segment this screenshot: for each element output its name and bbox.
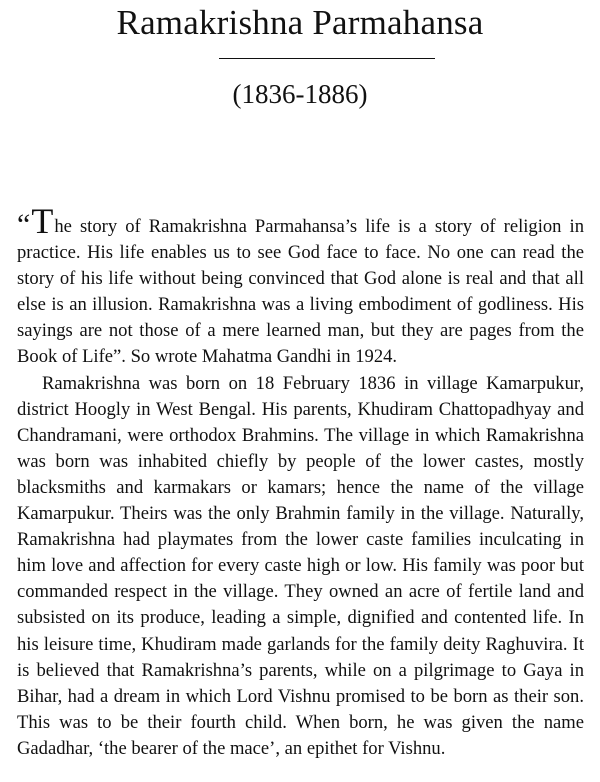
opening-quote: “ bbox=[17, 208, 31, 241]
title-divider bbox=[219, 58, 435, 59]
paragraph-1-text: he story of Ramakrishna Parmahansa’s life is a story of religion in practice. His life enables us to see God face to face. No one can read the story of his life without being convinced that God alone is real and that all else is an illusion. Ramakrishna was a living embodiment of godliness. His sayings are not those of a mere learned man, but they are pages from the Book of Life”. So wrote Mahatma Gandhi in 1924. bbox=[17, 216, 584, 368]
drop-cap: T bbox=[31, 201, 54, 241]
life-years: (1836-1886) bbox=[232, 79, 368, 109]
paragraph-1 bbox=[17, 201, 584, 371]
body-text bbox=[17, 201, 584, 762]
paragraph-2: Ramakrishna was born on 18 February 1836 in village Kamarpukur, district Hoogly in West Bengal. His parents, Khudiram Chattopadhyay and Chandramani, were orthodox Brahmins. The village in which Ramakrishna was born was inhabited chiefly by people of the lower castes, mostly blacksmiths and karmakars or kamars; hence the name of the village Kamarpukur. Theirs was the only Brahmin family in the village. Naturally, Ramakrishna had playmates from the lower caste families inculcating in him love and affection for every caste high or low. His family was poor but commanded respect in the village. They owned an acre of fertile land and subsisted on its produce, leading a simple, dignified and contented life. In his leisure time, Khudiram made garlands for the family deity Raghuvira. It is believed that Ramakrishna’s parents, while on a pilgrimage to Gaya in Bihar, had a dream in which Lord Vishnu promised to be born as their son. This was to be their fourth child. When born, he was given the name Gadadhar, ‘the bearer of the mace’, an epithet for Vishnu. bbox=[17, 372, 584, 759]
chapter-title: Ramakrishna Parmahansa bbox=[116, 3, 484, 42]
